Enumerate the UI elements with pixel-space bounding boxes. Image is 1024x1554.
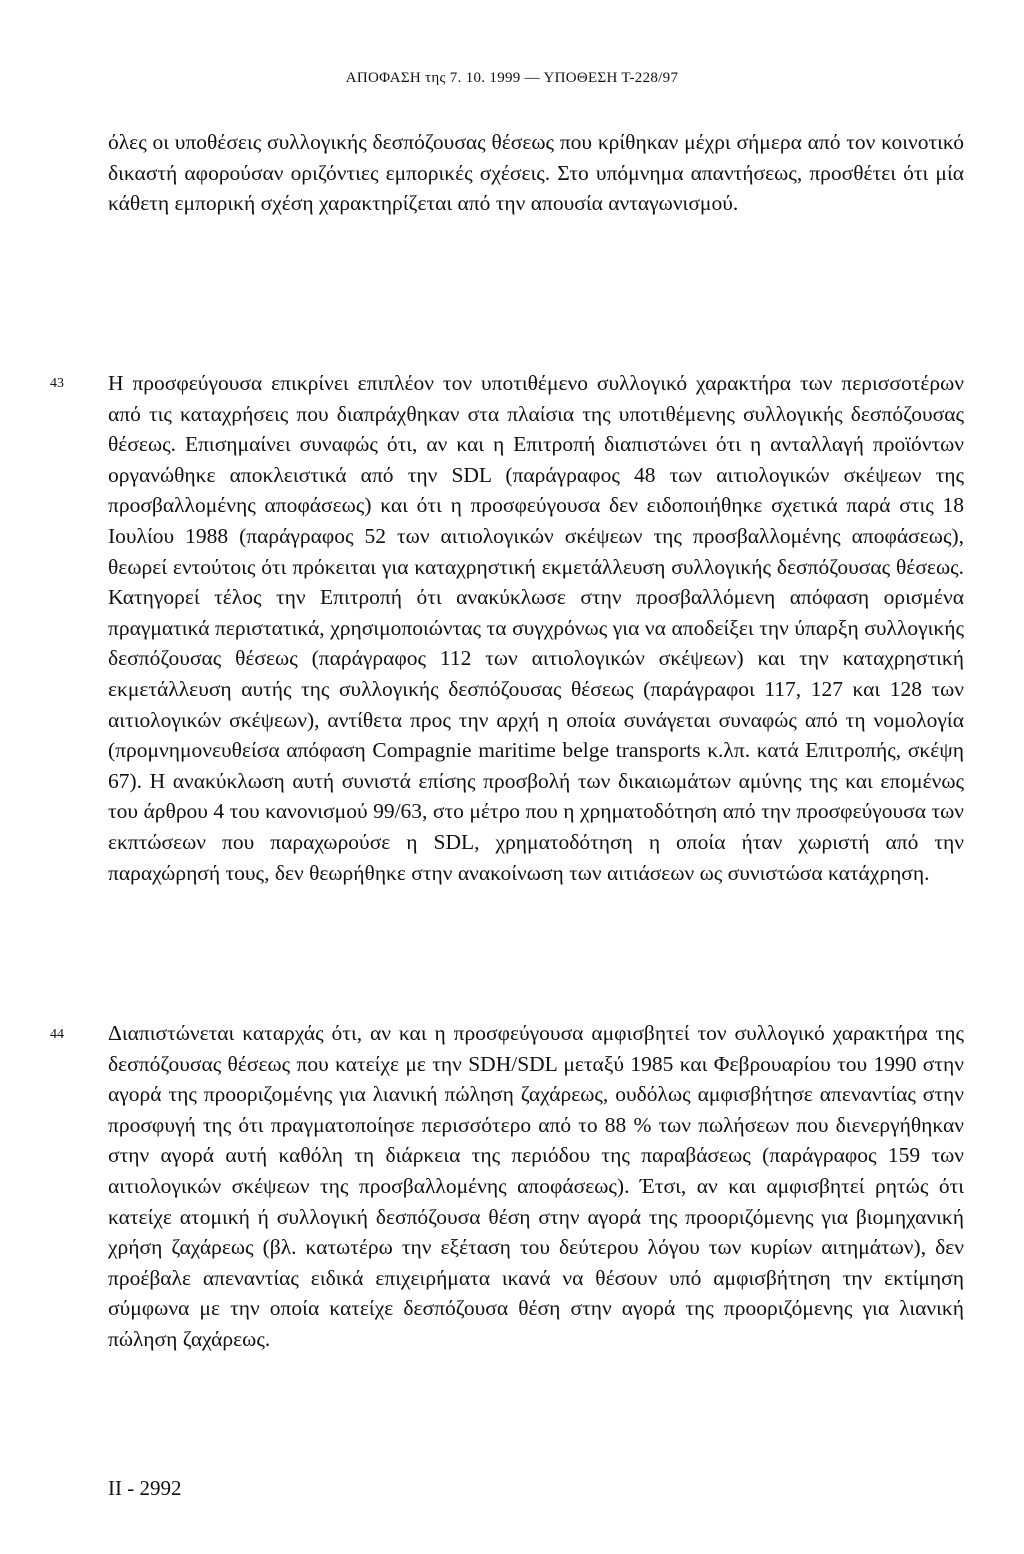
paragraph-44: Διαπιστώνεται καταρχάς ότι, αν και η προσφεύγουσα αμφισβητεί τον συλλογικό χαρακτήρα της δεσπόζουσας θέσεως που κατείχε με την SDH/SDL μεταξύ 1985 και Φεβρουαρίου του 1990 στην αγορά της προοριζομένης για λιανική πώληση ζαχάρεως, ουδόλως αμφισβήτησε απεναντίας στην προσφυγή της ότι πραγματοποίησε περισσότερο από το 88 % των πωλήσεων που διενεργήθηκαν στην αγορά αυτή καθόλη τη διάρκεια της περιόδου της παραβάσεως (παράγραφος 159 των αιτιολογικών σκέψεων της προσβαλλομένης αποφάσεως). Έτσι, αν και αμφισβητεί ρητώς ότι κατείχε ατομική ή συλλογική δεσπόζουσα θέση στην αγορά της προοριζόμενης για βιομηχανική χρήση ζαχάρεως (βλ. κατωτέρω την εξέταση του δεύτερου λόγου των κυρίων αιτημάτων), δεν προέβαλε απεναντίας ειδικά επιχειρήματα ικανά να θέσουν υπό αμφισβήτηση την εκτίμηση σύμφωνα με την οποία κατείχε δεσπόζουσα θέση στην αγορά της προοριζόμενης για λιανική πώληση ζαχάρεως.	[108, 1021, 964, 1351]
intro-paragraph: όλες οι υποθέσεις συλλογικής δεσπόζουσας θέσεως που κρίθηκαν μέχρι σήμερα από τον κοινοτικό δικαστή αφορούσαν οριζόντιες εμπορικές σχέσεις. Στο υπόμνημα απαντήσεως, προσθέτει ότι μία κάθετη εμπορική σχέση χαρακτηρίζεται από την απουσία ανταγωνισμού.	[108, 130, 964, 216]
page-number: II - 2992	[108, 1476, 182, 1500]
paragraph-number-44: 44	[50, 1027, 64, 1042]
page-header: ΑΠΟΦΑΣΗ της 7. 10. 1999 — ΥΠΟΘΕΣΗ Τ-228/97	[345, 70, 679, 86]
paragraph-43: Η προσφεύγουσα επικρίνει επιπλέον τον υποτιθέμενο συλλογικό χαρακτήρα των περισσοτέρων από τις καταχρήσεις που διαπράχθηκαν στα πλαίσια της υποτιθέμενης συλλογικής δεσπόζουσας θέσεως. Επισημαίνει συναφώς ότι, αν και η Επιτροπή διαπιστώνει ότι η ανταλλαγή προϊόντων οργανώθηκε αποκλειστικά από την SDL (παράγραφος 48 των αιτιολογικών σκέψεων της προσβαλλομένης αποφάσεως) και ότι η προσφεύγουσα δεν ειδοποιήθηκε σχετικά παρά στις 18 Ιουλίου 1988 (παράγραφος 52 των αιτιολογικών σκέψεων της προσβαλλομένης αποφάσεως), θεωρεί εντούτοις ότι πρόκειται για καταχρηστική εκμετάλλευση συλλογικής δεσπόζουσας θέσεως. Κατηγορεί τέλος την Επιτροπή ότι ανακύκλωσε στην προσβαλλόμενη απόφαση ορισμένα πραγματικά περιστατικά, χρησιμοποιώντας τα συγχρόνως για να αποδείξει την ύπαρξη συλλογικής δεσπόζουσας θέσεως (παράγραφος 112 των αιτιολογικών σκέψεων) και την καταχρηστική εκμετάλλευση αυτής της συλλογικής δεσπόζουσας θέσεως (παράγραφοι 117, 127 και 128 των αιτιολογικών σκέψεων), αντίθετα προς την αρχή η οποία συνάγεται συναφώς από τη νομολογία (προμνημονευθείσα απόφαση Compagnie maritime belge transports κ.λπ. κατά Επιτροπής, σκέψη 67). Η ανακύκλωση αυτή συνιστά επίσης προσβολή των δικαιωμάτων αμύνης της και επομένως του άρθρου 4 του κανονισμού 99/63, στο μέτρο που η χρηματοδότηση από την προσφεύγουσα των εκπτώσεων που παραχωρούσε η SDL, χρηματοδότηση η οποία ήταν χωριστή από την παραχώρησή τους, δεν θεωρήθηκε στην ανακοίνωση των αιτιάσεων ως συνιστώσα κατάχρηση.	[108, 371, 964, 885]
paragraph-number-43: 43	[50, 376, 64, 391]
